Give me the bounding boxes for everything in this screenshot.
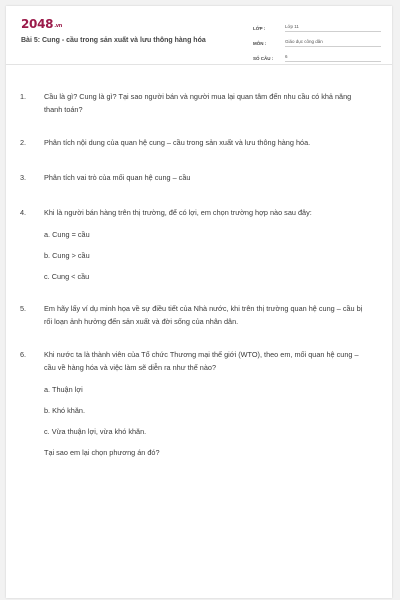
question-text: Phân tích nội dung của quan hệ cung – cầu trong sản xuất và lưu thông hàng hóa. bbox=[44, 138, 311, 147]
question-text: Em hãy lấy ví dụ minh họa về sự điều tiết của Nhà nước, khi trên thị trường quan hệ cung – cầu bị rối loạn ảnh hưởng đến sản xuất và đời sống của nhân dân. bbox=[44, 304, 363, 326]
meta-label: SỐ CÂU : bbox=[253, 56, 274, 61]
question-number: 3. bbox=[20, 173, 27, 182]
answer-option: a. Thuận lợi bbox=[44, 385, 83, 394]
logo-suffix: .vn bbox=[54, 23, 63, 29]
question-item bbox=[20, 348, 370, 374]
question-number: 6. bbox=[20, 350, 27, 359]
question-item bbox=[20, 136, 382, 149]
meta-value: 6 bbox=[285, 53, 381, 62]
meta-value: Giáo dục công dân bbox=[285, 38, 381, 47]
question-item bbox=[20, 206, 382, 219]
question-number: 4. bbox=[20, 208, 27, 217]
question-item bbox=[20, 171, 382, 184]
meta-label: MÔN : bbox=[253, 41, 267, 46]
page-header bbox=[6, 6, 392, 65]
meta-row-question-count bbox=[253, 50, 381, 62]
answer-option: c. Cung < cầu bbox=[44, 272, 90, 281]
question-number: 2. bbox=[20, 138, 27, 147]
followup-question: Tại sao em lại chọn phương án đó? bbox=[44, 448, 160, 457]
question-text: Phân tích vai trò của mối quan hệ cung – cầu bbox=[44, 173, 191, 182]
question-text: Cầu là gì? Cung là gì? Tại sao người bán và người mua lại quan tâm đến nhu cầu có khả năng thanh toán? bbox=[44, 92, 352, 114]
question-number: 1. bbox=[20, 92, 27, 101]
site-logo[interactable] bbox=[21, 17, 62, 31]
meta-value: Lớp 11 bbox=[285, 23, 381, 32]
question-number: 5. bbox=[20, 304, 27, 313]
answer-option: b. Khó khăn. bbox=[44, 406, 85, 415]
meta-row-class bbox=[253, 20, 381, 32]
meta-row-subject bbox=[253, 35, 381, 47]
question-item bbox=[20, 90, 355, 116]
lesson-title: Bài 5: Cung - cầu trong sản xuất và lưu thông hàng hóa bbox=[21, 37, 206, 44]
document-page bbox=[6, 6, 392, 598]
logo-text: 2048 bbox=[21, 17, 54, 31]
question-text: Khi nước ta là thành viên của Tổ chức Thương mại thế giới (WTO), theo em, mối quan hệ cung – cầu về hàng hóa và việc làm sẽ diễn ra như thế nào? bbox=[44, 350, 359, 372]
meta-label: LỚP : bbox=[253, 26, 266, 31]
answer-option: c. Vừa thuận lợi, vừa khó khăn. bbox=[44, 427, 147, 436]
meta-info bbox=[253, 20, 381, 65]
question-text: Khi là người bán hàng trên thị trường, để có lợi, em chọn trường hợp nào sau đây: bbox=[44, 208, 312, 217]
answer-option: b. Cung > cầu bbox=[44, 251, 90, 260]
question-item bbox=[20, 302, 365, 328]
answer-option: a. Cung = cầu bbox=[44, 230, 90, 239]
question-list bbox=[20, 90, 382, 459]
